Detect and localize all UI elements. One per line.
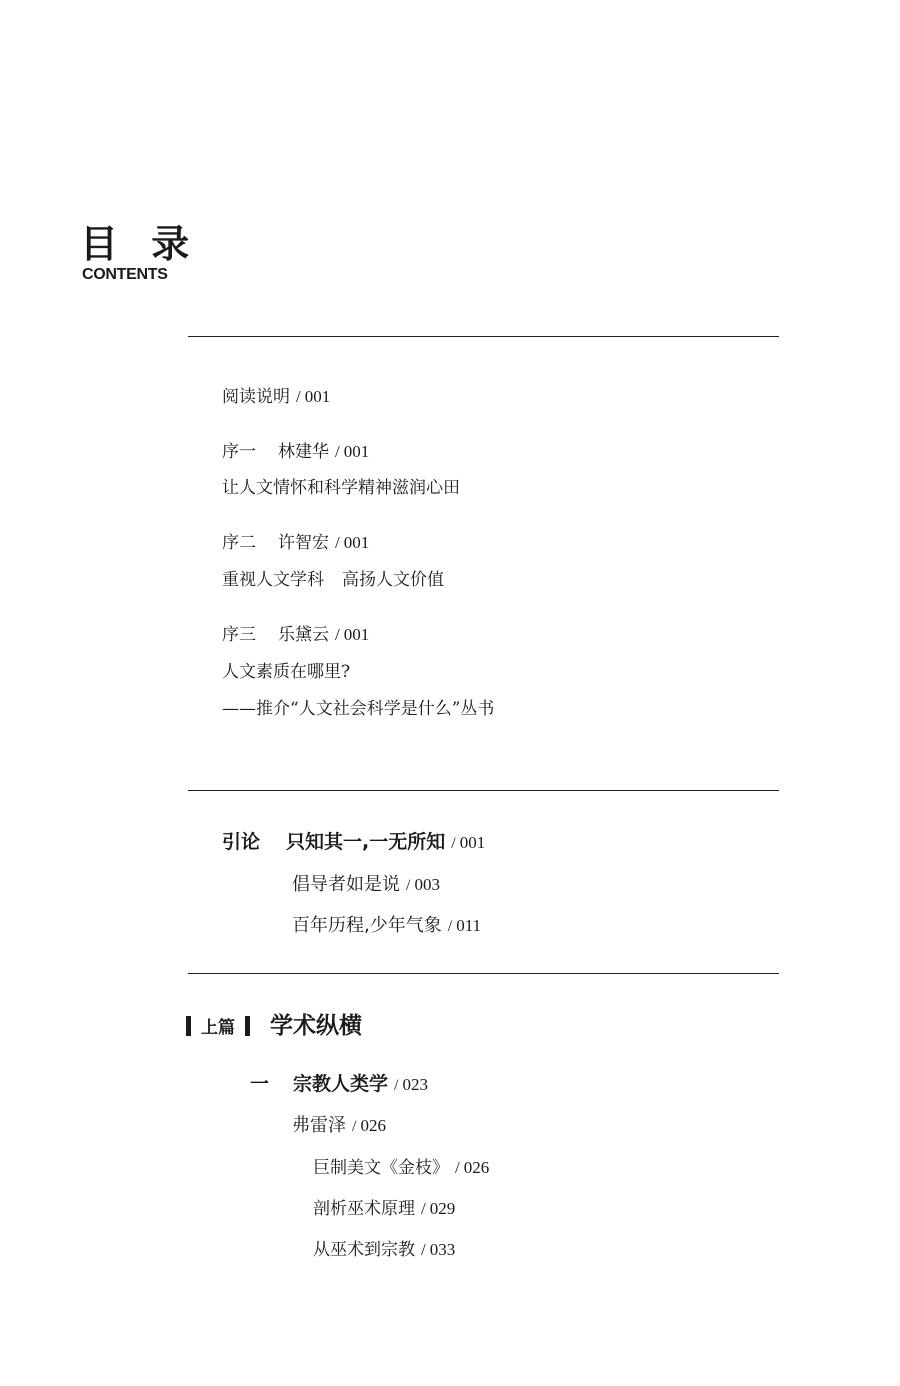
bar-left	[186, 1016, 191, 1036]
page-number: 033	[429, 1240, 456, 1259]
separator: /	[447, 918, 453, 935]
toc-entry-preface1[interactable]	[222, 441, 369, 463]
page-number: 001	[459, 833, 486, 852]
toc-entry-subsection[interactable]	[313, 1198, 455, 1220]
entry-author: 林建华	[278, 442, 329, 462]
entry-subtitle: 人文素质在哪里?	[222, 662, 351, 682]
separator: /	[451, 835, 456, 852]
part-heading	[186, 1011, 362, 1041]
toc-entry-preface2[interactable]	[222, 532, 369, 554]
divider-middle	[188, 790, 779, 791]
separator: /	[352, 1118, 357, 1135]
toc-entry-subsection[interactable]	[313, 1157, 489, 1179]
separator: /	[421, 1240, 426, 1259]
page-title-en: CONTENTS	[82, 266, 168, 283]
page-number: 001	[304, 387, 331, 406]
section-title: 弗雷泽	[292, 1115, 346, 1136]
page-number: 001	[343, 533, 370, 552]
entry-subtitle	[222, 569, 444, 591]
page-number: 001	[343, 625, 370, 644]
separator: /	[296, 387, 301, 406]
subsection-title: 巨制美文《金枝》	[313, 1158, 449, 1178]
divider-top	[188, 336, 779, 337]
page-number: 026	[360, 1116, 386, 1135]
toc-entry-chapter[interactable]	[250, 1072, 428, 1096]
intro-title: 只知其一,一无所知	[286, 831, 446, 853]
entry-label: 序三	[222, 625, 256, 645]
toc-entry-subsection[interactable]	[313, 1239, 455, 1261]
page-number: 011	[456, 916, 482, 935]
entry-title: 百年历程,少年气象	[292, 915, 442, 936]
entry-subtitle-part: 高扬人文价值	[342, 570, 444, 590]
separator: /	[455, 1158, 460, 1177]
toc-entry-intro-item[interactable]	[292, 914, 481, 938]
intro-label: 引论	[222, 831, 261, 853]
separator: /	[406, 877, 411, 894]
divider-lower	[188, 973, 779, 974]
entry-label: 序一	[222, 442, 256, 462]
chapter-title: 宗教人类学	[293, 1073, 389, 1095]
entry-label: 序二	[222, 533, 256, 553]
entry-subtitle-part: 重视人文学科	[222, 570, 324, 590]
page-number: 026	[463, 1158, 490, 1177]
subsection-title: 剖析巫术原理	[313, 1199, 415, 1219]
separator: /	[335, 533, 340, 552]
toc-entry-intro-item[interactable]	[292, 873, 440, 897]
entry-subtitle-2: ——推介“人文社会科学是什么”丛书	[222, 699, 495, 719]
toc-entry-reading-guide[interactable]	[222, 386, 330, 408]
bar-right	[245, 1016, 250, 1036]
page-number: 003	[414, 875, 440, 894]
separator: /	[335, 625, 340, 644]
toc-entry-section[interactable]	[292, 1114, 386, 1138]
entry-author: 乐黛云	[278, 625, 329, 645]
separator: /	[335, 442, 340, 461]
chapter-number: 一	[250, 1073, 270, 1095]
entry-subtitle: 让人文情怀和科学精神滋润心田	[222, 478, 460, 498]
separator: /	[421, 1199, 426, 1218]
entry-title: 倡导者如是说	[292, 874, 400, 895]
page-title: 目 录	[80, 222, 200, 266]
page-number: 001	[343, 442, 370, 461]
page-number: 029	[429, 1199, 456, 1218]
page-number: 023	[402, 1075, 428, 1094]
toc-entry-preface3[interactable]	[222, 624, 369, 646]
separator: /	[394, 1077, 399, 1094]
entry-author: 许智宏	[278, 533, 329, 553]
part-label: 上篇	[201, 1018, 235, 1038]
part-title: 学术纵横	[270, 1013, 362, 1039]
subsection-title: 从巫术到宗教	[313, 1240, 415, 1260]
entry-title: 阅读说明	[222, 387, 290, 407]
toc-entry-intro[interactable]	[222, 830, 485, 854]
